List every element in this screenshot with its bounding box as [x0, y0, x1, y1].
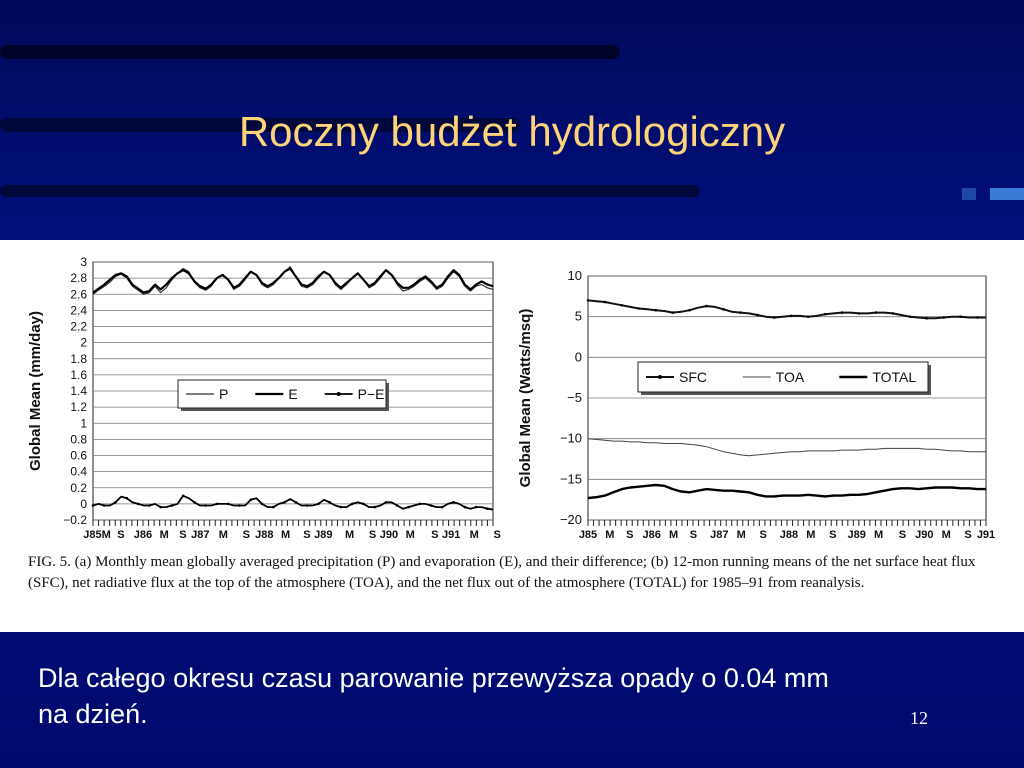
x-tick-label: M — [469, 529, 479, 541]
data-point — [452, 501, 455, 504]
data-point — [283, 501, 286, 504]
legend-label: E — [288, 386, 298, 402]
data-point — [475, 506, 478, 509]
x-tick-label: J90 — [379, 529, 399, 541]
y-tick-label: 1 — [80, 416, 87, 431]
y-tick-label: 1.2 — [70, 400, 87, 415]
y-tick-label: −20 — [559, 512, 582, 527]
x-tick-label: J87 — [710, 529, 729, 541]
x-tick-label: J85M — [83, 529, 111, 541]
data-point — [654, 309, 657, 312]
y-tick-label: 5 — [574, 308, 582, 324]
legend-label: P — [219, 386, 229, 402]
data-point — [722, 308, 725, 311]
legend-label: SFC — [679, 369, 707, 385]
data-point — [925, 317, 928, 320]
x-tick-label: J86 — [133, 529, 153, 541]
data-point — [587, 299, 590, 302]
x-tick-label: M — [344, 529, 355, 541]
data-point — [739, 311, 742, 314]
y-tick-label: 0.8 — [70, 432, 87, 447]
legend-marker — [337, 392, 341, 396]
data-point — [103, 504, 106, 507]
y-tick-label: −0.2 — [63, 513, 87, 527]
x-tick-label: J85 — [578, 529, 598, 541]
x-tick-label: S — [179, 529, 187, 541]
data-point — [942, 316, 945, 319]
data-point — [621, 304, 624, 307]
data-point — [204, 504, 207, 507]
series-line-1 — [588, 300, 986, 318]
data-point — [773, 316, 776, 319]
x-tick-label: J86 — [642, 529, 661, 541]
x-tick-label: M — [281, 529, 291, 541]
data-point — [306, 504, 309, 507]
data-point — [959, 315, 962, 318]
data-point — [272, 506, 275, 509]
y-tick-label: 0.2 — [70, 480, 87, 495]
data-point — [373, 506, 376, 509]
data-point — [807, 315, 810, 318]
legend-label: TOA — [775, 369, 805, 385]
data-point — [126, 497, 129, 500]
x-tick-label: M — [941, 529, 951, 541]
x-tick-label: J88 — [779, 529, 799, 541]
data-point — [841, 311, 844, 314]
decor-stripe — [0, 45, 620, 59]
x-tick-label: J89 — [847, 529, 866, 541]
data-point — [249, 499, 252, 502]
x-tick-label: S — [829, 529, 837, 541]
data-point — [790, 315, 793, 318]
data-point — [328, 501, 331, 504]
data-point — [362, 503, 365, 506]
slide-body-text: Dla całego okresu czasu parowanie przewyższa opady o 0.04 mm na dzień. — [38, 663, 829, 729]
y-tick-label: −5 — [567, 390, 582, 405]
slide-title: Roczny budżet hydrologiczny — [238, 108, 786, 155]
data-point — [261, 503, 264, 506]
decor-stripe — [0, 185, 700, 197]
y-axis-label: Global Mean (Watts/msq) — [517, 308, 534, 488]
x-tick-label: S — [898, 529, 907, 541]
y-tick-label: 1.4 — [70, 384, 87, 398]
y-tick-label: 3 — [80, 255, 87, 269]
x-tick-label: S — [493, 529, 501, 541]
legend-label: P−E — [357, 386, 385, 402]
y-tick-label: −15 — [559, 471, 582, 487]
y-tick-label: 1.6 — [70, 367, 87, 382]
data-point — [858, 312, 861, 315]
data-point — [430, 504, 433, 507]
data-point — [756, 314, 759, 317]
page-number: 12 — [910, 708, 928, 728]
x-tick-label: S — [431, 529, 439, 541]
y-tick-label: −10 — [559, 430, 582, 446]
data-point — [638, 307, 641, 310]
data-point — [671, 311, 674, 314]
y-tick-label: 1.8 — [70, 351, 87, 366]
x-tick-label: M — [159, 529, 169, 541]
data-point — [486, 507, 489, 510]
y-tick-label: 0 — [574, 349, 582, 365]
x-tick-label: M — [806, 529, 816, 541]
y-tick-label: 0.4 — [70, 464, 87, 479]
data-point — [182, 495, 185, 498]
data-point — [351, 503, 354, 506]
x-tick-label: S — [242, 529, 250, 541]
data-point — [464, 506, 467, 509]
y-tick-label: 0.6 — [70, 448, 87, 463]
data-point — [216, 503, 219, 506]
series-line-2 — [588, 439, 986, 456]
x-tick-label: J87 — [191, 529, 210, 541]
data-point — [92, 504, 95, 507]
data-point — [295, 501, 298, 504]
x-tick-label: M — [873, 529, 884, 541]
x-tick-label: S — [626, 529, 634, 541]
data-point — [238, 504, 241, 507]
x-tick-label: S — [368, 529, 377, 541]
data-point — [407, 506, 410, 509]
data-point — [892, 312, 895, 315]
x-tick-label: S — [117, 529, 125, 541]
x-tick-label: M — [218, 529, 228, 541]
data-point — [159, 506, 162, 509]
x-tick-label: S — [759, 529, 767, 541]
y-tick-label: 2.6 — [70, 287, 87, 302]
data-point — [340, 506, 343, 509]
data-point — [396, 504, 399, 507]
y-tick-label: 2.4 — [70, 303, 87, 318]
x-tick-label: S — [689, 529, 698, 541]
data-point — [385, 501, 388, 504]
y-axis-label: Global Mean (mm/day) — [27, 310, 44, 472]
x-tick-label: J91 — [976, 529, 996, 541]
data-point — [317, 503, 320, 506]
data-point — [908, 315, 911, 318]
data-point — [824, 313, 827, 316]
data-point — [441, 506, 444, 509]
legend-marker — [658, 375, 662, 379]
decor-accent — [962, 188, 976, 200]
x-tick-label: S — [303, 529, 311, 541]
y-tick-label: 0 — [80, 496, 87, 511]
y-tick-label: 2.2 — [70, 319, 87, 334]
y-tick-label: 2.8 — [70, 271, 87, 286]
series-line-3 — [588, 485, 986, 498]
x-tick-label: M — [605, 529, 615, 541]
decor-accent — [990, 188, 1024, 200]
data-point — [148, 504, 151, 507]
x-tick-label: J91 — [442, 529, 461, 541]
x-tick-label: J89 — [314, 529, 333, 541]
data-point — [875, 311, 878, 314]
x-tick-label: M — [736, 529, 746, 541]
figure-caption: FIG. 5. (a) Monthly mean globally averaged precipitation (P) and evaporation (E), and their difference; (b) 12-mon running means of the net surface heat flux (SFC), net radiative flux at the top of the atmosphere (TOA), and the net flux out of the atmosphere (TOTAL) for 1985–91 from reanalysis. — [28, 554, 976, 591]
data-point — [193, 501, 196, 504]
data-point — [418, 503, 421, 506]
series-line-3 — [93, 496, 493, 510]
x-tick-label: J88 — [255, 529, 274, 541]
data-point — [227, 503, 230, 506]
data-point — [137, 503, 140, 506]
data-point — [976, 316, 979, 319]
y-tick-label: 2 — [80, 335, 87, 350]
x-tick-label: M — [668, 529, 679, 541]
data-point — [688, 309, 691, 312]
x-tick-label: J90 — [915, 529, 934, 541]
y-tick-label: 10 — [567, 268, 582, 283]
data-point — [171, 504, 174, 507]
x-tick-label: M — [405, 529, 415, 541]
data-point — [114, 501, 117, 504]
legend-label: TOTAL — [872, 369, 917, 385]
data-point — [604, 301, 607, 304]
data-point — [705, 305, 708, 308]
x-tick-label: S — [964, 529, 972, 541]
